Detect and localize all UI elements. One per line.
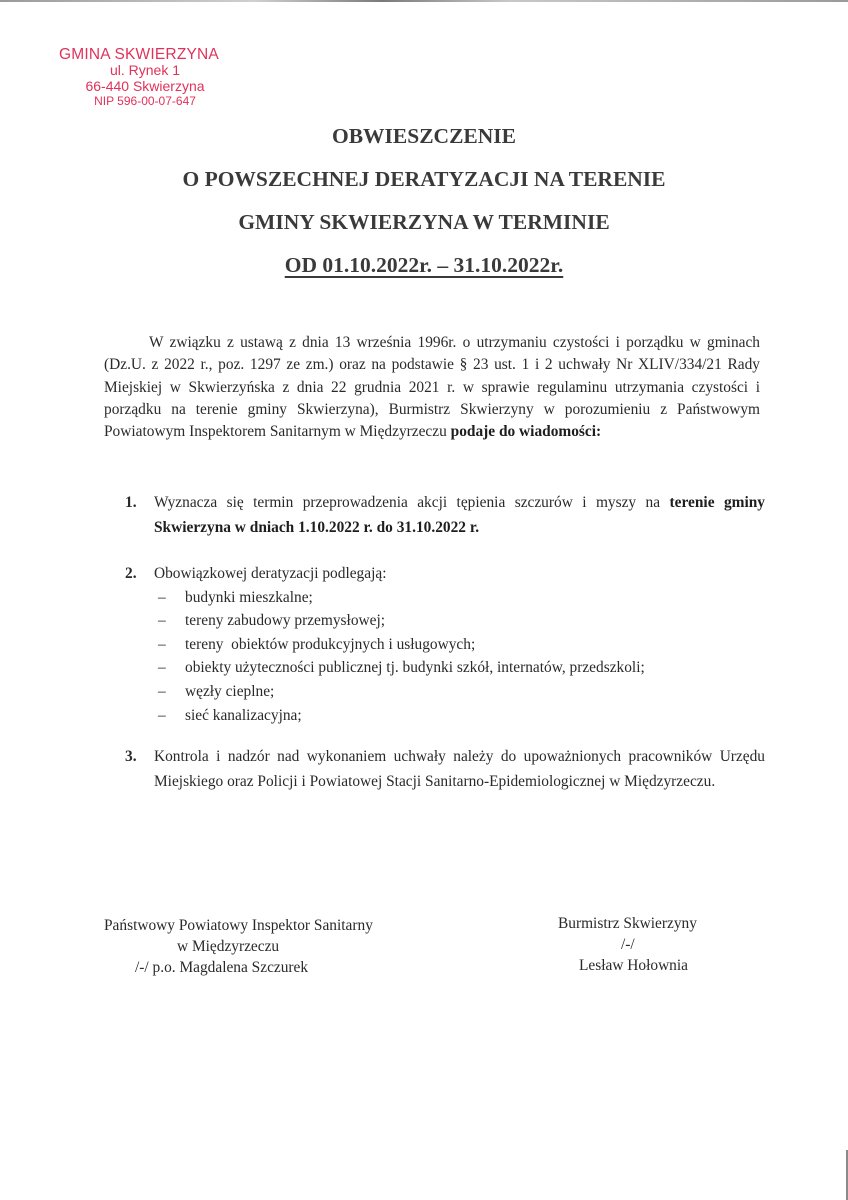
sub-item: – tereny obiektów produkcyjnych i usługowych; [125,633,765,657]
stamp-name: GMINA SKWIERZYNA [59,46,219,63]
list-item-3 [125,744,765,794]
dash-bullet: – [158,635,166,653]
item-text: Wyznacza się termin przeprowadzenia akcji tępienia szczurów i myszy na [154,494,670,511]
sub-item: – obiekty użyteczności publicznej tj. budynki szkół, internatów, przedszkoli; [125,656,765,680]
list-item-1 [125,490,765,540]
dash-bullet: – [158,659,166,677]
title-line-3: GMINY SKWIERZYNA W TERMINIE [238,210,610,234]
stamp-city: 66-440 Skwierzyna [85,78,205,95]
dash-bullet: – [158,682,166,700]
title-line-1: OBWIESZCZENIE [331,124,516,148]
signature-title: Państwowy Powiatowy Inspektor Sanitarny [104,917,373,934]
stamp-street: ul. Rynek 1 [109,62,181,79]
item-number: 3. [125,748,137,765]
item-number: 2. [125,565,137,582]
sub-item: – węzły cieplne; [125,680,765,704]
item-number: 1. [125,494,137,511]
item-bold-text: terenie gminy Skwierzyna w dniach 1.10.2022 r. do 31.10.2022 r. [154,494,765,536]
dash-bullet: – [158,612,166,630]
item-text: Obowiązkowej deratyzacji podlegają: [154,565,387,582]
signature-name: Lesław Hołownia [579,957,688,974]
sub-item: – tereny zabudowy przemysłowej; [125,609,765,633]
municipality-stamp [44,46,234,108]
intro-text: W związku z ustawą z dnia 13 września 1996r. o utrzymaniu czystości i porządku w gminach (Dz.U. z 2022 r., poz. 1297 ze zm.) oraz na podstawie § 23 ust. 1 i 2 uchwały Nr XLIV/334/21 Rady Miejskiej w Skwierzyńska z dnia 22 grudnia 2021 r. w sprawie regulaminu utrzymania czystości i porządku na terenie gminy Skwierzyna), Burmistrz Skwierzyny w porozumieniu z Państwowym Powiatowym Inspektorem Sanitarnym w Międzyrzeczu [104,334,760,441]
document-title [0,115,848,287]
list-item-2 [125,562,765,727]
sub-item: – sieć kanalizacyjna; [125,704,765,728]
title-date-range: OD 01.10.2022r. – 31.10.2022r. [284,253,564,277]
signature-title: Burmistrz Skwierzyny [558,915,697,932]
item-text: Kontrola i nadzór nad wykonaniem uchwały należy do upoważnionych pracowników Urzędu Miejskiego oraz Policji i Powiatowej Stacji Sanitarno-Epidemiologicznej w Międzyrzeczu. [154,748,765,790]
signature-sanitary-inspector [104,915,404,978]
intro-paragraph [104,332,760,443]
intro-bold: podaje do wiadomości: [450,423,602,441]
dash-bullet: – [158,588,166,606]
signature-location: w Międzyrzeczu [177,938,280,955]
stamp-nip: NIP 596-00-07-647 [94,93,196,108]
sub-item: – budynki mieszkalne; [125,586,765,610]
dash-bullet: – [158,706,166,724]
signature-mayor [558,913,728,976]
signature-mark: /-/ [621,936,635,953]
scan-edge-top [0,0,848,2]
signature-name: /-/ p.o. Magdalena Szczurek [135,959,309,976]
title-line-2: O POWSZECHNEJ DERATYZACJI NA TERENIE [182,167,666,191]
